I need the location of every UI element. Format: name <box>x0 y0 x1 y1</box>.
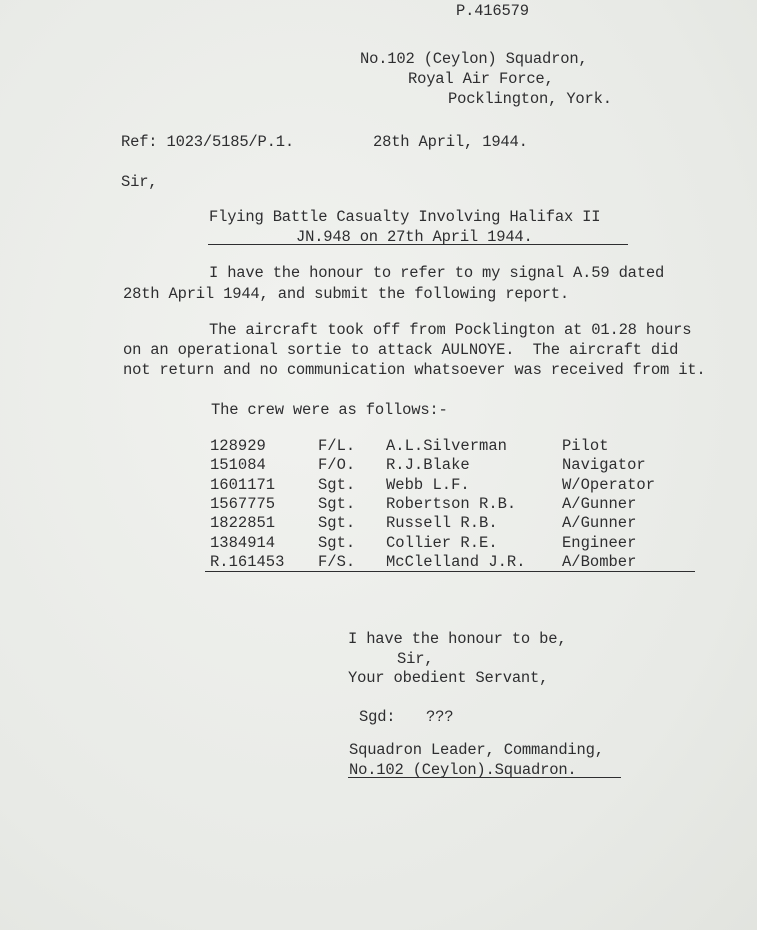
crew-role: A/Bomber <box>562 553 637 571</box>
crew-service-number: 1567775 <box>210 495 276 513</box>
crew-service-number: 128929 <box>210 437 266 455</box>
crew-name: A.L.Silverman <box>386 437 507 455</box>
document-reference-number: P.416579 <box>456 2 529 20</box>
closing-line-1: I have the honour to be, <box>348 630 567 648</box>
table-row <box>210 456 695 475</box>
crew-rank: Sgt. <box>318 534 356 552</box>
paragraph-2-line-3: not return and no communication whatsoever was received from it. <box>123 361 706 379</box>
table-row <box>210 495 695 514</box>
crew-service-number: 151084 <box>210 456 266 474</box>
closing-line-3: Your obedient Servant, <box>348 669 549 687</box>
paragraph-1-line-2: 28th April 1944, and submit the following report. <box>123 285 569 303</box>
crew-name: Robertson R.B. <box>386 495 517 513</box>
subject-line-2: JN.948 on 27th April 1944. <box>296 228 533 246</box>
crew-role: A/Gunner <box>562 514 637 532</box>
crew-service-number: 1601171 <box>210 476 276 494</box>
crew-table-underline <box>205 571 695 572</box>
crew-intro: The crew were as follows:- <box>211 401 448 419</box>
crew-role: Navigator <box>562 456 646 474</box>
signature-label: Sgd: <box>359 708 396 726</box>
signature-value: ??? <box>426 708 454 726</box>
closing-line-2: Sir, <box>397 650 434 668</box>
salutation: Sir, <box>121 173 158 191</box>
table-row <box>210 553 695 572</box>
table-row <box>210 514 695 533</box>
crew-name: R.J.Blake <box>386 456 470 474</box>
signatory-underline <box>348 777 621 778</box>
date-line: 28th April, 1944. <box>373 133 528 151</box>
table-row <box>210 476 695 495</box>
crew-service-number: 1822851 <box>210 514 276 532</box>
subject-line-1: Flying Battle Casualty Involving Halifax II <box>209 208 601 226</box>
table-row <box>210 534 695 553</box>
crew-name: Webb L.F. <box>386 476 470 494</box>
paragraph-2-line-1: The aircraft took off from Pocklington at 01.28 hours <box>209 321 692 339</box>
crew-rank: F/L. <box>318 437 356 455</box>
crew-rank: F/O. <box>318 456 356 474</box>
crew-service-number: 1384914 <box>210 534 276 552</box>
crew-role: W/Operator <box>562 476 656 494</box>
address-line-2: Royal Air Force, <box>408 70 554 88</box>
address-line-3: Pocklington, York. <box>448 90 612 108</box>
crew-name: Collier R.E. <box>386 534 498 552</box>
crew-rank: Sgt. <box>318 495 356 513</box>
crew-rank: F/S. <box>318 553 356 571</box>
crew-rank: Sgt. <box>318 514 356 532</box>
crew-role: Engineer <box>562 534 637 552</box>
crew-role: A/Gunner <box>562 495 637 513</box>
table-row <box>210 437 695 456</box>
ref-line: Ref: 1023/5185/P.1. <box>121 133 294 151</box>
paragraph-2-line-2: on an operational sortie to attack AULNOYE. The aircraft did <box>123 341 679 359</box>
signatory-title: Squadron Leader, Commanding, <box>349 741 604 759</box>
signatory-unit: No.102 (Ceylon).Squadron. <box>349 761 577 779</box>
subject-underline <box>208 244 628 245</box>
crew-role: Pilot <box>562 437 609 455</box>
address-line-1: No.102 (Ceylon) Squadron, <box>360 50 588 68</box>
crew-name: Russell R.B. <box>386 514 498 532</box>
crew-service-number: R.161453 <box>210 553 285 571</box>
crew-rank: Sgt. <box>318 476 356 494</box>
crew-name: McClelland J.R. <box>386 553 526 571</box>
paragraph-1-line-1: I have the honour to refer to my signal A.59 dated <box>209 264 665 282</box>
